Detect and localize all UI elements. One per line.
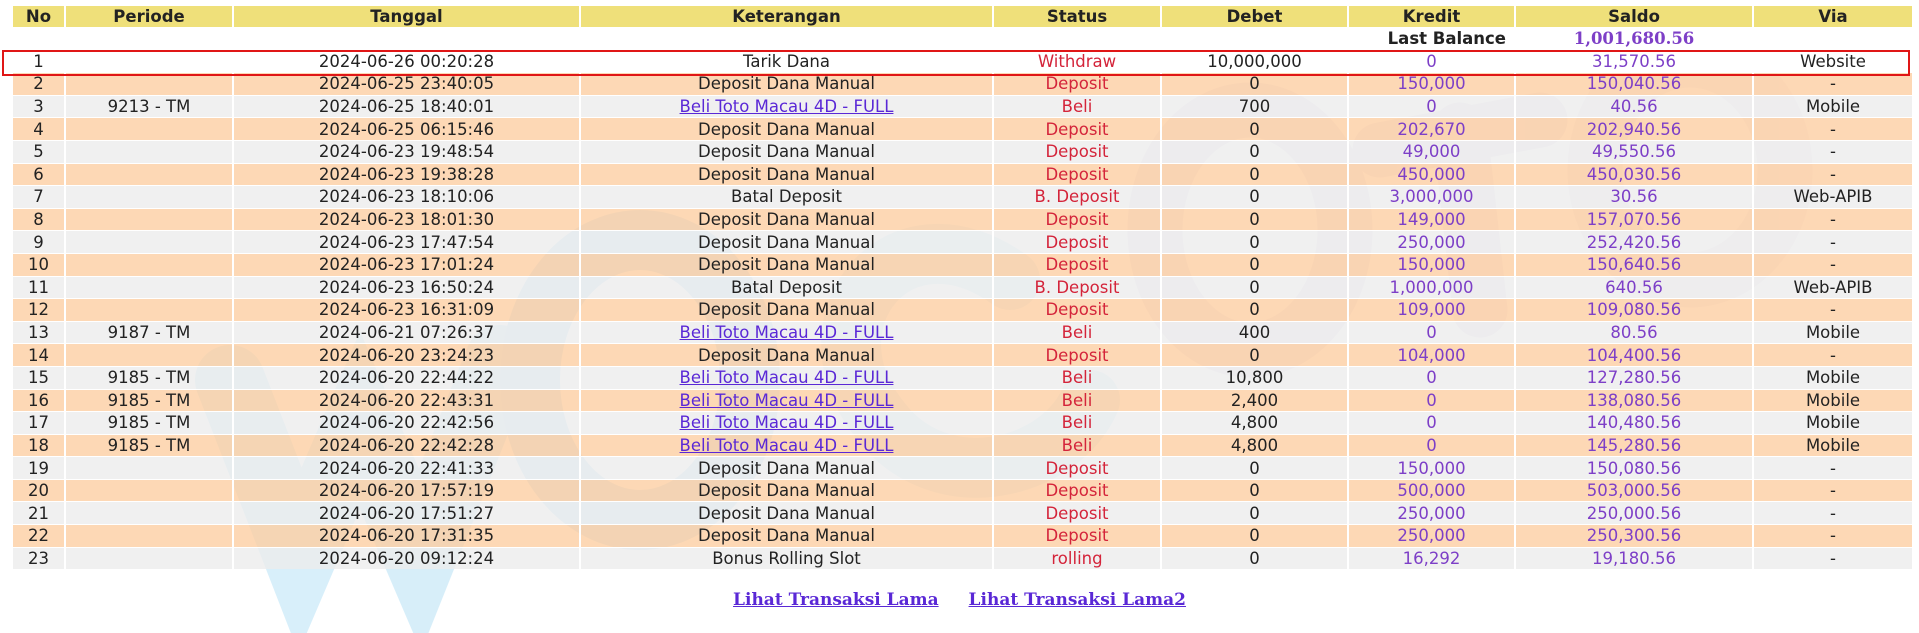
transaction-table <box>13 6 1914 569</box>
cell-via: - <box>1753 525 1913 548</box>
cell-keterangan: Deposit Dana Manual <box>580 525 993 548</box>
cell-via: - <box>1753 140 1913 163</box>
cell-tanggal: 2024-06-20 22:43:31 <box>233 389 580 412</box>
cell-tanggal: 2024-06-20 22:42:56 <box>233 412 580 435</box>
footer-links <box>0 590 1919 610</box>
cell-keterangan: Deposit Dana Manual <box>580 140 993 163</box>
cell-status: Beli <box>993 389 1161 412</box>
cell-no: 15 <box>13 366 65 389</box>
cell-kredit: 149,000 <box>1348 208 1515 231</box>
cell-via: - <box>1753 163 1913 186</box>
transaction-detail-link[interactable]: Beli Toto Macau 4D - FULL <box>679 323 894 343</box>
cell-no: 2 <box>13 73 65 96</box>
cell-via: - <box>1753 299 1913 322</box>
last-balance-row <box>13 28 1913 51</box>
table-row <box>13 140 1913 163</box>
cell-keterangan: Deposit Dana Manual <box>580 479 993 502</box>
cell-no: 18 <box>13 434 65 457</box>
cell-debet: 0 <box>1161 525 1348 548</box>
cell-keterangan: Deposit Dana Manual <box>580 299 993 322</box>
column-header-kredit: Kredit <box>1348 6 1515 28</box>
cell-saldo: 503,000.56 <box>1515 479 1753 502</box>
cell-periode <box>65 140 233 163</box>
cell-debet: 0 <box>1161 186 1348 209</box>
cell-debet: 0 <box>1161 118 1348 141</box>
cell-tanggal: 2024-06-21 07:26:37 <box>233 321 580 344</box>
cell-periode: 9185 - TM <box>65 389 233 412</box>
cell-no: 10 <box>13 253 65 276</box>
cell-saldo: 104,400.56 <box>1515 344 1753 367</box>
cell-kredit: 500,000 <box>1348 479 1515 502</box>
cell-periode: 9185 - TM <box>65 366 233 389</box>
cell-debet: 0 <box>1161 73 1348 96</box>
cell-via: - <box>1753 479 1913 502</box>
cell-tanggal: 2024-06-20 22:41:33 <box>233 457 580 480</box>
table-row <box>13 321 1913 344</box>
cell-via: - <box>1753 231 1913 254</box>
transaction-detail-link[interactable]: Beli Toto Macau 4D - FULL <box>679 390 894 410</box>
cell-periode: 9185 - TM <box>65 434 233 457</box>
cell-kredit: 250,000 <box>1348 502 1515 525</box>
cell-saldo: 127,280.56 <box>1515 366 1753 389</box>
cell-kredit: 109,000 <box>1348 299 1515 322</box>
cell-via: Website <box>1753 50 1913 73</box>
table-row <box>13 389 1913 412</box>
cell-debet: 4,800 <box>1161 434 1348 457</box>
cell-keterangan: Deposit Dana Manual <box>580 344 993 367</box>
table-row <box>13 502 1913 525</box>
cell-status: Deposit <box>993 231 1161 254</box>
table-row <box>13 525 1913 548</box>
cell-status: B. Deposit <box>993 186 1161 209</box>
cell-keterangan: Deposit Dana Manual <box>580 163 993 186</box>
cell-kredit: 1,000,000 <box>1348 276 1515 299</box>
cell-status: Deposit <box>993 457 1161 480</box>
column-header-no: No <box>13 6 65 28</box>
column-header-keterangan: Keterangan <box>580 6 993 28</box>
cell-kredit: 150,000 <box>1348 253 1515 276</box>
cell-kredit: 150,000 <box>1348 457 1515 480</box>
table-row <box>13 547 1913 569</box>
table-row <box>13 457 1913 480</box>
cell-tanggal: 2024-06-23 16:31:09 <box>233 299 580 322</box>
cell-kredit: 250,000 <box>1348 525 1515 548</box>
cell-periode <box>65 186 233 209</box>
cell-via: Mobile <box>1753 412 1913 435</box>
cell-saldo: 109,080.56 <box>1515 299 1753 322</box>
cell-keterangan: Deposit Dana Manual <box>580 118 993 141</box>
cell-no: 22 <box>13 525 65 548</box>
cell-kredit: 450,000 <box>1348 163 1515 186</box>
cell-keterangan: Deposit Dana Manual <box>580 231 993 254</box>
table-row <box>13 434 1913 457</box>
cell-saldo: 150,640.56 <box>1515 253 1753 276</box>
cell-keterangan: Batal Deposit <box>580 276 993 299</box>
column-header-tanggal: Tanggal <box>233 6 580 28</box>
cell-tanggal: 2024-06-23 19:48:54 <box>233 140 580 163</box>
cell-tanggal: 2024-06-25 06:15:46 <box>233 118 580 141</box>
table-row <box>13 276 1913 299</box>
transaction-detail-link[interactable]: Beli Toto Macau 4D - FULL <box>679 368 894 388</box>
cell-status: Deposit <box>993 299 1161 322</box>
cell-saldo: 150,040.56 <box>1515 73 1753 96</box>
column-header-status: Status <box>993 6 1161 28</box>
cell-kredit: 0 <box>1348 412 1515 435</box>
cell-periode <box>65 231 233 254</box>
cell-periode <box>65 502 233 525</box>
cell-debet: 10,800 <box>1161 366 1348 389</box>
cell-debet: 10,000,000 <box>1161 50 1348 73</box>
cell-via: - <box>1753 457 1913 480</box>
cell-status: Deposit <box>993 163 1161 186</box>
cell-status: Beli <box>993 366 1161 389</box>
cell-periode <box>65 118 233 141</box>
cell-saldo: 138,080.56 <box>1515 389 1753 412</box>
cell-status: Deposit <box>993 140 1161 163</box>
cell-no: 14 <box>13 344 65 367</box>
cell-no: 21 <box>13 502 65 525</box>
cell-debet: 700 <box>1161 95 1348 118</box>
cell-debet: 0 <box>1161 344 1348 367</box>
cell-no: 5 <box>13 140 65 163</box>
cell-periode: 9213 - TM <box>65 95 233 118</box>
table-row <box>13 344 1913 367</box>
cell-status: B. Deposit <box>993 276 1161 299</box>
cell-via: Web-APIB <box>1753 186 1913 209</box>
cell-periode <box>65 457 233 480</box>
table-row <box>13 118 1913 141</box>
cell-tanggal: 2024-06-23 17:01:24 <box>233 253 580 276</box>
transaction-detail-link[interactable]: Beli Toto Macau 4D - FULL <box>679 435 894 455</box>
cell-periode <box>65 479 233 502</box>
cell-status: Deposit <box>993 73 1161 96</box>
cell-via: Mobile <box>1753 95 1913 118</box>
cell-status: Withdraw <box>993 50 1161 73</box>
cell-kredit: 3,000,000 <box>1348 186 1515 209</box>
cell-via: Mobile <box>1753 366 1913 389</box>
cell-periode <box>65 253 233 276</box>
cell-kredit: 16,292 <box>1348 547 1515 569</box>
cell-debet: 0 <box>1161 299 1348 322</box>
cell-debet: 0 <box>1161 276 1348 299</box>
cell-keterangan <box>580 412 993 435</box>
cell-kredit: 0 <box>1348 389 1515 412</box>
cell-kredit: 250,000 <box>1348 231 1515 254</box>
cell-no: 16 <box>13 389 65 412</box>
cell-status: Beli <box>993 95 1161 118</box>
cell-no: 19 <box>13 457 65 480</box>
cell-status: Deposit <box>993 479 1161 502</box>
cell-periode <box>65 163 233 186</box>
last-balance-value: 1,001,680.56 <box>1515 28 1753 51</box>
table-row <box>13 186 1913 209</box>
cell-via: - <box>1753 502 1913 525</box>
cell-periode: 9185 - TM <box>65 412 233 435</box>
cell-keterangan <box>580 434 993 457</box>
cell-keterangan <box>580 95 993 118</box>
cell-no: 23 <box>13 547 65 569</box>
cell-keterangan: Deposit Dana Manual <box>580 73 993 96</box>
cell-saldo: 30.56 <box>1515 186 1753 209</box>
cell-kredit: 0 <box>1348 321 1515 344</box>
cell-debet: 0 <box>1161 547 1348 569</box>
cell-status: Deposit <box>993 502 1161 525</box>
old-transactions-2-link[interactable]: Lihat Transaksi Lama2 <box>968 590 1186 610</box>
cell-keterangan: Deposit Dana Manual <box>580 502 993 525</box>
cell-saldo: 252,420.56 <box>1515 231 1753 254</box>
table-row <box>13 208 1913 231</box>
cell-status: Beli <box>993 321 1161 344</box>
old-transactions-link[interactable]: Lihat Transaksi Lama <box>733 590 939 610</box>
cell-status: Deposit <box>993 208 1161 231</box>
cell-status: Deposit <box>993 344 1161 367</box>
table-row <box>13 479 1913 502</box>
cell-no: 6 <box>13 163 65 186</box>
cell-via: - <box>1753 547 1913 569</box>
cell-status: Deposit <box>993 525 1161 548</box>
cell-debet: 0 <box>1161 231 1348 254</box>
cell-periode <box>65 547 233 569</box>
cell-tanggal: 2024-06-23 17:47:54 <box>233 231 580 254</box>
cell-via: - <box>1753 344 1913 367</box>
cell-keterangan: Batal Deposit <box>580 186 993 209</box>
cell-saldo: 31,570.56 <box>1515 50 1753 73</box>
table-header-row <box>13 6 1913 28</box>
cell-tanggal: 2024-06-26 00:20:28 <box>233 50 580 73</box>
cell-tanggal: 2024-06-23 18:01:30 <box>233 208 580 231</box>
cell-debet: 0 <box>1161 479 1348 502</box>
cell-debet: 0 <box>1161 457 1348 480</box>
cell-tanggal: 2024-06-23 18:10:06 <box>233 186 580 209</box>
cell-kredit: 202,670 <box>1348 118 1515 141</box>
last-balance-label: Last Balance <box>13 28 1515 51</box>
cell-no: 13 <box>13 321 65 344</box>
cell-tanggal: 2024-06-20 09:12:24 <box>233 547 580 569</box>
cell-no: 1 <box>13 50 65 73</box>
cell-keterangan: Tarik Dana <box>580 50 993 73</box>
cell-debet: 0 <box>1161 140 1348 163</box>
cell-status: Beli <box>993 412 1161 435</box>
cell-tanggal: 2024-06-25 23:40:05 <box>233 73 580 96</box>
cell-tanggal: 2024-06-20 23:24:23 <box>233 344 580 367</box>
cell-tanggal: 2024-06-23 19:38:28 <box>233 163 580 186</box>
column-header-via: Via <box>1753 6 1913 28</box>
cell-debet: 400 <box>1161 321 1348 344</box>
cell-periode <box>65 208 233 231</box>
cell-no: 17 <box>13 412 65 435</box>
table-row <box>13 163 1913 186</box>
cell-no: 20 <box>13 479 65 502</box>
table-row <box>13 231 1913 254</box>
cell-keterangan <box>580 321 993 344</box>
cell-saldo: 40.56 <box>1515 95 1753 118</box>
cell-saldo: 202,940.56 <box>1515 118 1753 141</box>
cell-kredit: 0 <box>1348 95 1515 118</box>
cell-keterangan: Bonus Rolling Slot <box>580 547 993 569</box>
cell-tanggal: 2024-06-25 18:40:01 <box>233 95 580 118</box>
cell-no: 4 <box>13 118 65 141</box>
cell-periode <box>65 73 233 96</box>
cell-via: - <box>1753 118 1913 141</box>
cell-saldo: 250,000.56 <box>1515 502 1753 525</box>
cell-via: Mobile <box>1753 389 1913 412</box>
cell-debet: 0 <box>1161 163 1348 186</box>
cell-saldo: 80.56 <box>1515 321 1753 344</box>
cell-status: Beli <box>993 434 1161 457</box>
cell-periode <box>65 344 233 367</box>
cell-periode: 9187 - TM <box>65 321 233 344</box>
cell-saldo: 140,480.56 <box>1515 412 1753 435</box>
cell-saldo: 49,550.56 <box>1515 140 1753 163</box>
column-header-debet: Debet <box>1161 6 1348 28</box>
cell-tanggal: 2024-06-20 17:51:27 <box>233 502 580 525</box>
cell-keterangan: Deposit Dana Manual <box>580 457 993 480</box>
cell-kredit: 49,000 <box>1348 140 1515 163</box>
cell-tanggal: 2024-06-23 16:50:24 <box>233 276 580 299</box>
cell-status: rolling <box>993 547 1161 569</box>
table-row <box>13 412 1913 435</box>
table-row <box>13 299 1913 322</box>
cell-via: - <box>1753 208 1913 231</box>
cell-tanggal: 2024-06-20 17:57:19 <box>233 479 580 502</box>
cell-kredit: 0 <box>1348 366 1515 389</box>
transaction-detail-link[interactable]: Beli Toto Macau 4D - FULL <box>679 97 894 117</box>
cell-via: Web-APIB <box>1753 276 1913 299</box>
cell-status: Deposit <box>993 118 1161 141</box>
cell-debet: 4,800 <box>1161 412 1348 435</box>
cell-no: 11 <box>13 276 65 299</box>
cell-kredit: 150,000 <box>1348 73 1515 96</box>
cell-periode <box>65 525 233 548</box>
cell-saldo: 250,300.56 <box>1515 525 1753 548</box>
cell-debet: 2,400 <box>1161 389 1348 412</box>
transaction-detail-link[interactable]: Beli Toto Macau 4D - FULL <box>679 413 894 433</box>
cell-kredit: 0 <box>1348 50 1515 73</box>
cell-tanggal: 2024-06-20 22:42:28 <box>233 434 580 457</box>
cell-no: 12 <box>13 299 65 322</box>
table-row <box>13 366 1913 389</box>
cell-saldo: 450,030.56 <box>1515 163 1753 186</box>
cell-saldo: 19,180.56 <box>1515 547 1753 569</box>
cell-no: 7 <box>13 186 65 209</box>
cell-keterangan <box>580 389 993 412</box>
cell-saldo: 157,070.56 <box>1515 208 1753 231</box>
table-row <box>13 253 1913 276</box>
cell-via: Mobile <box>1753 434 1913 457</box>
cell-kredit: 104,000 <box>1348 344 1515 367</box>
cell-via: - <box>1753 253 1913 276</box>
cell-via: - <box>1753 73 1913 96</box>
cell-periode <box>65 276 233 299</box>
cell-saldo: 145,280.56 <box>1515 434 1753 457</box>
cell-via: Mobile <box>1753 321 1913 344</box>
table-row <box>13 73 1913 96</box>
last-balance-empty <box>1753 28 1913 51</box>
cell-kredit: 0 <box>1348 434 1515 457</box>
cell-saldo: 640.56 <box>1515 276 1753 299</box>
cell-debet: 0 <box>1161 253 1348 276</box>
column-header-saldo: Saldo <box>1515 6 1753 28</box>
cell-no: 3 <box>13 95 65 118</box>
column-header-periode: Periode <box>65 6 233 28</box>
cell-keterangan: Deposit Dana Manual <box>580 208 993 231</box>
cell-tanggal: 2024-06-20 17:31:35 <box>233 525 580 548</box>
cell-keterangan: Deposit Dana Manual <box>580 253 993 276</box>
cell-keterangan <box>580 366 993 389</box>
selected-row-highlight <box>2 50 1910 76</box>
table-row <box>13 95 1913 118</box>
cell-periode <box>65 299 233 322</box>
cell-debet: 0 <box>1161 502 1348 525</box>
cell-debet: 0 <box>1161 208 1348 231</box>
cell-tanggal: 2024-06-20 22:44:22 <box>233 366 580 389</box>
transaction-table-container <box>13 6 1913 569</box>
cell-no: 9 <box>13 231 65 254</box>
cell-no: 8 <box>13 208 65 231</box>
cell-status: Deposit <box>993 253 1161 276</box>
cell-saldo: 150,080.56 <box>1515 457 1753 480</box>
